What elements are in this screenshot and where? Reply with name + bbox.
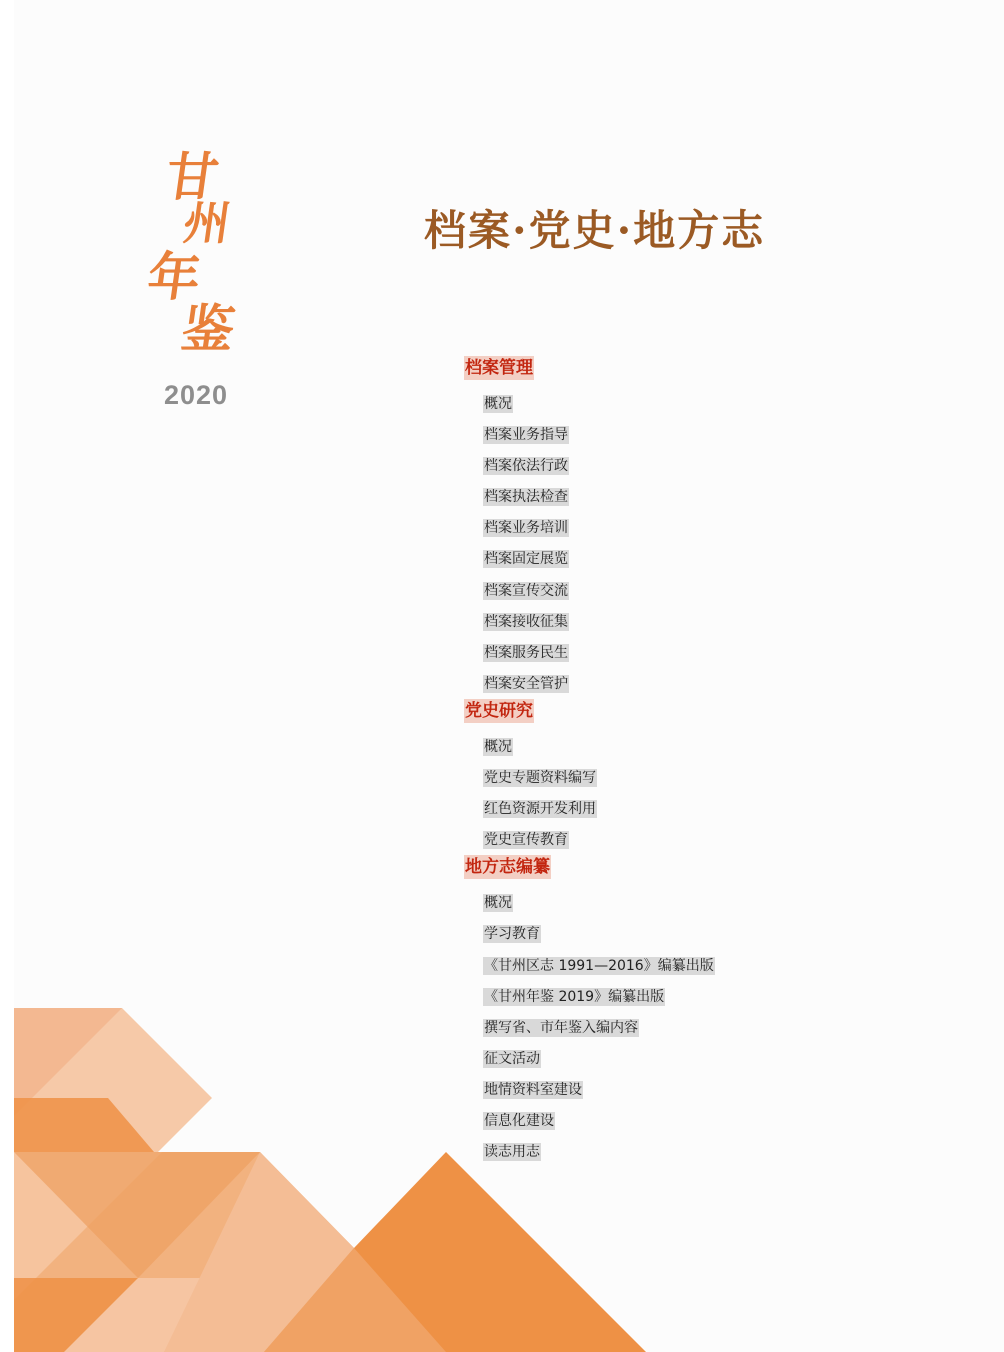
decorative-triangles — [14, 1000, 664, 1352]
toc-item[interactable]: 档案服务民生 — [484, 644, 568, 661]
toc-item[interactable]: 概况 — [484, 738, 512, 755]
toc-item[interactable]: 党史宣传教育 — [484, 832, 568, 849]
toc-item[interactable]: 读志用志 — [484, 1144, 540, 1161]
toc-item[interactable]: 党史专题资料编写 — [484, 770, 596, 787]
toc-item[interactable]: 概况 — [484, 895, 512, 912]
toc-item[interactable]: 概况 — [484, 396, 512, 412]
toc-item[interactable]: 学习教育 — [484, 926, 540, 943]
toc-item[interactable]: 档案执法检查 — [484, 489, 568, 506]
toc-item[interactable]: 《甘州年鉴 2019》编纂出版 — [484, 988, 665, 1005]
section-heading[interactable]: 党史研究 — [465, 700, 533, 721]
toc-item[interactable]: 档案依法行政 — [484, 458, 568, 475]
toc-item[interactable]: 红色资源开发利用 — [484, 801, 596, 818]
toc-item[interactable]: 信息化建设 — [484, 1112, 554, 1129]
toc-item[interactable]: 档案宣传交流 — [484, 582, 568, 599]
yearbook-year: 2020 — [164, 380, 229, 410]
toc-item[interactable]: 征文活动 — [484, 1050, 540, 1067]
page-title: 档案·党史·地方志 — [424, 206, 766, 255]
section-heading[interactable]: 档案管理 — [465, 358, 533, 378]
section-heading[interactable]: 地方志编纂 — [465, 857, 550, 878]
toc-item[interactable]: 地情资料室建设 — [484, 1081, 582, 1098]
toc-item[interactable]: 撰写省、市年鉴入编内容 — [484, 1019, 638, 1036]
toc-section — [464, 698, 964, 854]
toc-item[interactable]: 档案业务指导 — [484, 427, 568, 444]
toc-item[interactable]: 档案安全管护 — [484, 675, 568, 692]
toc-item[interactable]: 档案业务培训 — [484, 520, 568, 537]
toc-item[interactable]: 档案接收征集 — [484, 613, 568, 630]
yearbook-calligraphy-logo: 甘 州 年 鉴 — [143, 147, 239, 360]
toc-section — [464, 355, 964, 698]
toc-item[interactable]: 档案固定展览 — [484, 551, 568, 568]
toc-item[interactable]: 《甘州区志 1991—2016》编纂出版 — [484, 957, 714, 974]
